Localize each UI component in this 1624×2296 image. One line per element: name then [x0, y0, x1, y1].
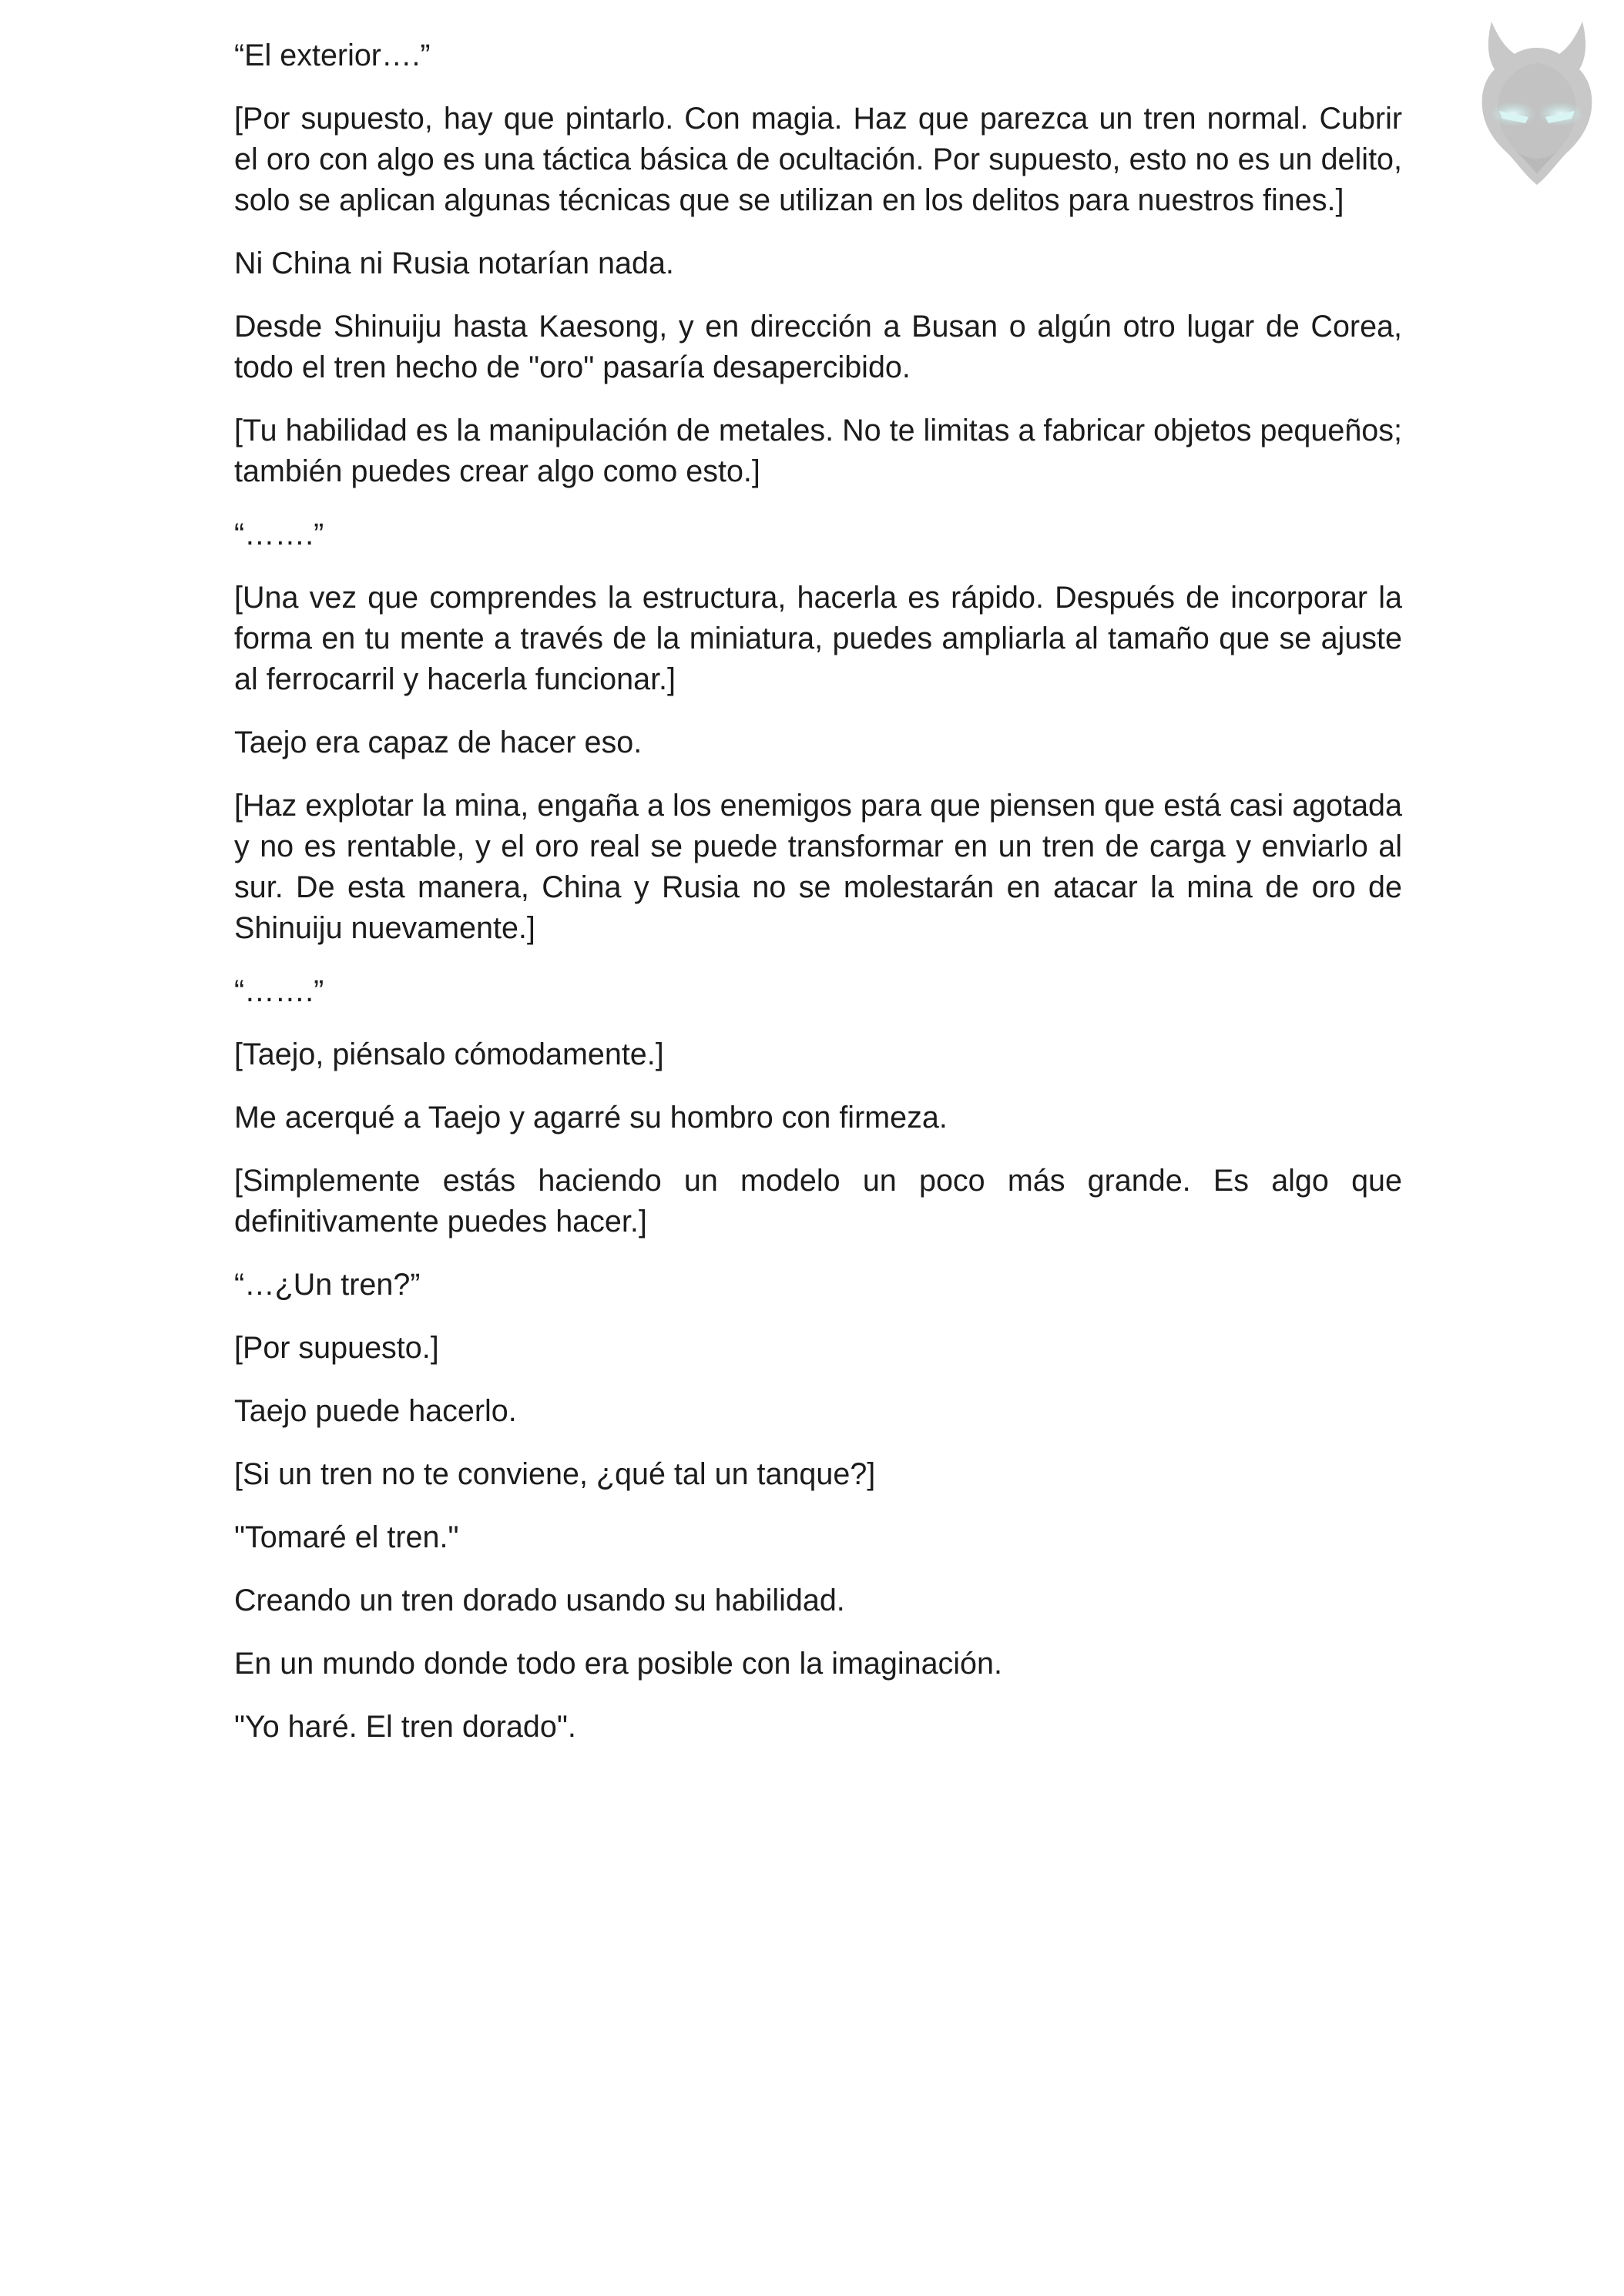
paragraph: "Tomaré el tren." [234, 1520, 459, 1554]
paragraph: Me acerqué a Taejo y agarré su hombro con firmeza. [234, 1101, 948, 1135]
document-body [234, 35, 1402, 1770]
paragraph: [Simplemente estás haciendo un modelo un poco más grande. Es algo que definitivamente puedes hacer.] [234, 1164, 1402, 1238]
paragraph: “…….” [234, 974, 324, 1008]
paragraph: Creando un tren dorado usando su habilidad. [234, 1584, 845, 1617]
paragraph: [Si un tren no te conviene, ¿qué tal un tanque?] [234, 1457, 876, 1491]
paragraph: [Por supuesto, hay que pintarlo. Con magia. Haz que parezca un tren normal. Cubrir el oro con algo es una táctica básica de ocultación. Por supuesto, esto no es un delito, solo se aplican algunas técnicas que se utilizan en los delitos para nuestros fines.] [234, 102, 1402, 217]
paragraph: [Tu habilidad es la manipulación de metales. No te limitas a fabricar objetos pequeños; también puedes crear algo como esto.] [234, 414, 1402, 488]
paragraph: [Taejo, piénsalo cómodamente.] [234, 1037, 664, 1071]
paragraph: "Yo haré. El tren dorado". [234, 1710, 576, 1744]
paragraph: “…¿Un tren?” [234, 1268, 421, 1302]
paragraph: Taejo era capaz de hacer eso. [234, 726, 643, 759]
paragraph: “…….” [234, 518, 324, 551]
demon-head-icon [1464, 17, 1610, 190]
paragraph: En un mundo donde todo era posible con la imaginación. [234, 1647, 1002, 1681]
paragraph: Taejo puede hacerlo. [234, 1394, 517, 1428]
paragraph: [Una vez que comprendes la estructura, hacerla es rápido. Después de incorporar la forma en tu mente a través de la miniatura, puedes ampliarla al tamaño que se ajuste al ferrocarril y hacerla funcionar.] [234, 581, 1402, 696]
paragraph: [Por supuesto.] [234, 1331, 439, 1365]
paragraph: [Haz explotar la mina, engaña a los enemigos para que piensen que está casi agotada y no es rentable, y el oro real se puede transformar en un tren de carga y enviarlo al sur. De esta manera, China y Rusia no se molestarán en atacar la mina de oro de Shinuiju nuevamente.] [234, 789, 1402, 945]
paragraph: “El exterior….” [234, 39, 431, 72]
paragraph: Desde Shinuiju hasta Kaesong, y en dirección a Busan o algún otro lugar de Corea, todo el tren hecho de "oro" pasaría desapercibido. [234, 310, 1402, 384]
paragraph: Ni China ni Rusia notarían nada. [234, 246, 674, 280]
